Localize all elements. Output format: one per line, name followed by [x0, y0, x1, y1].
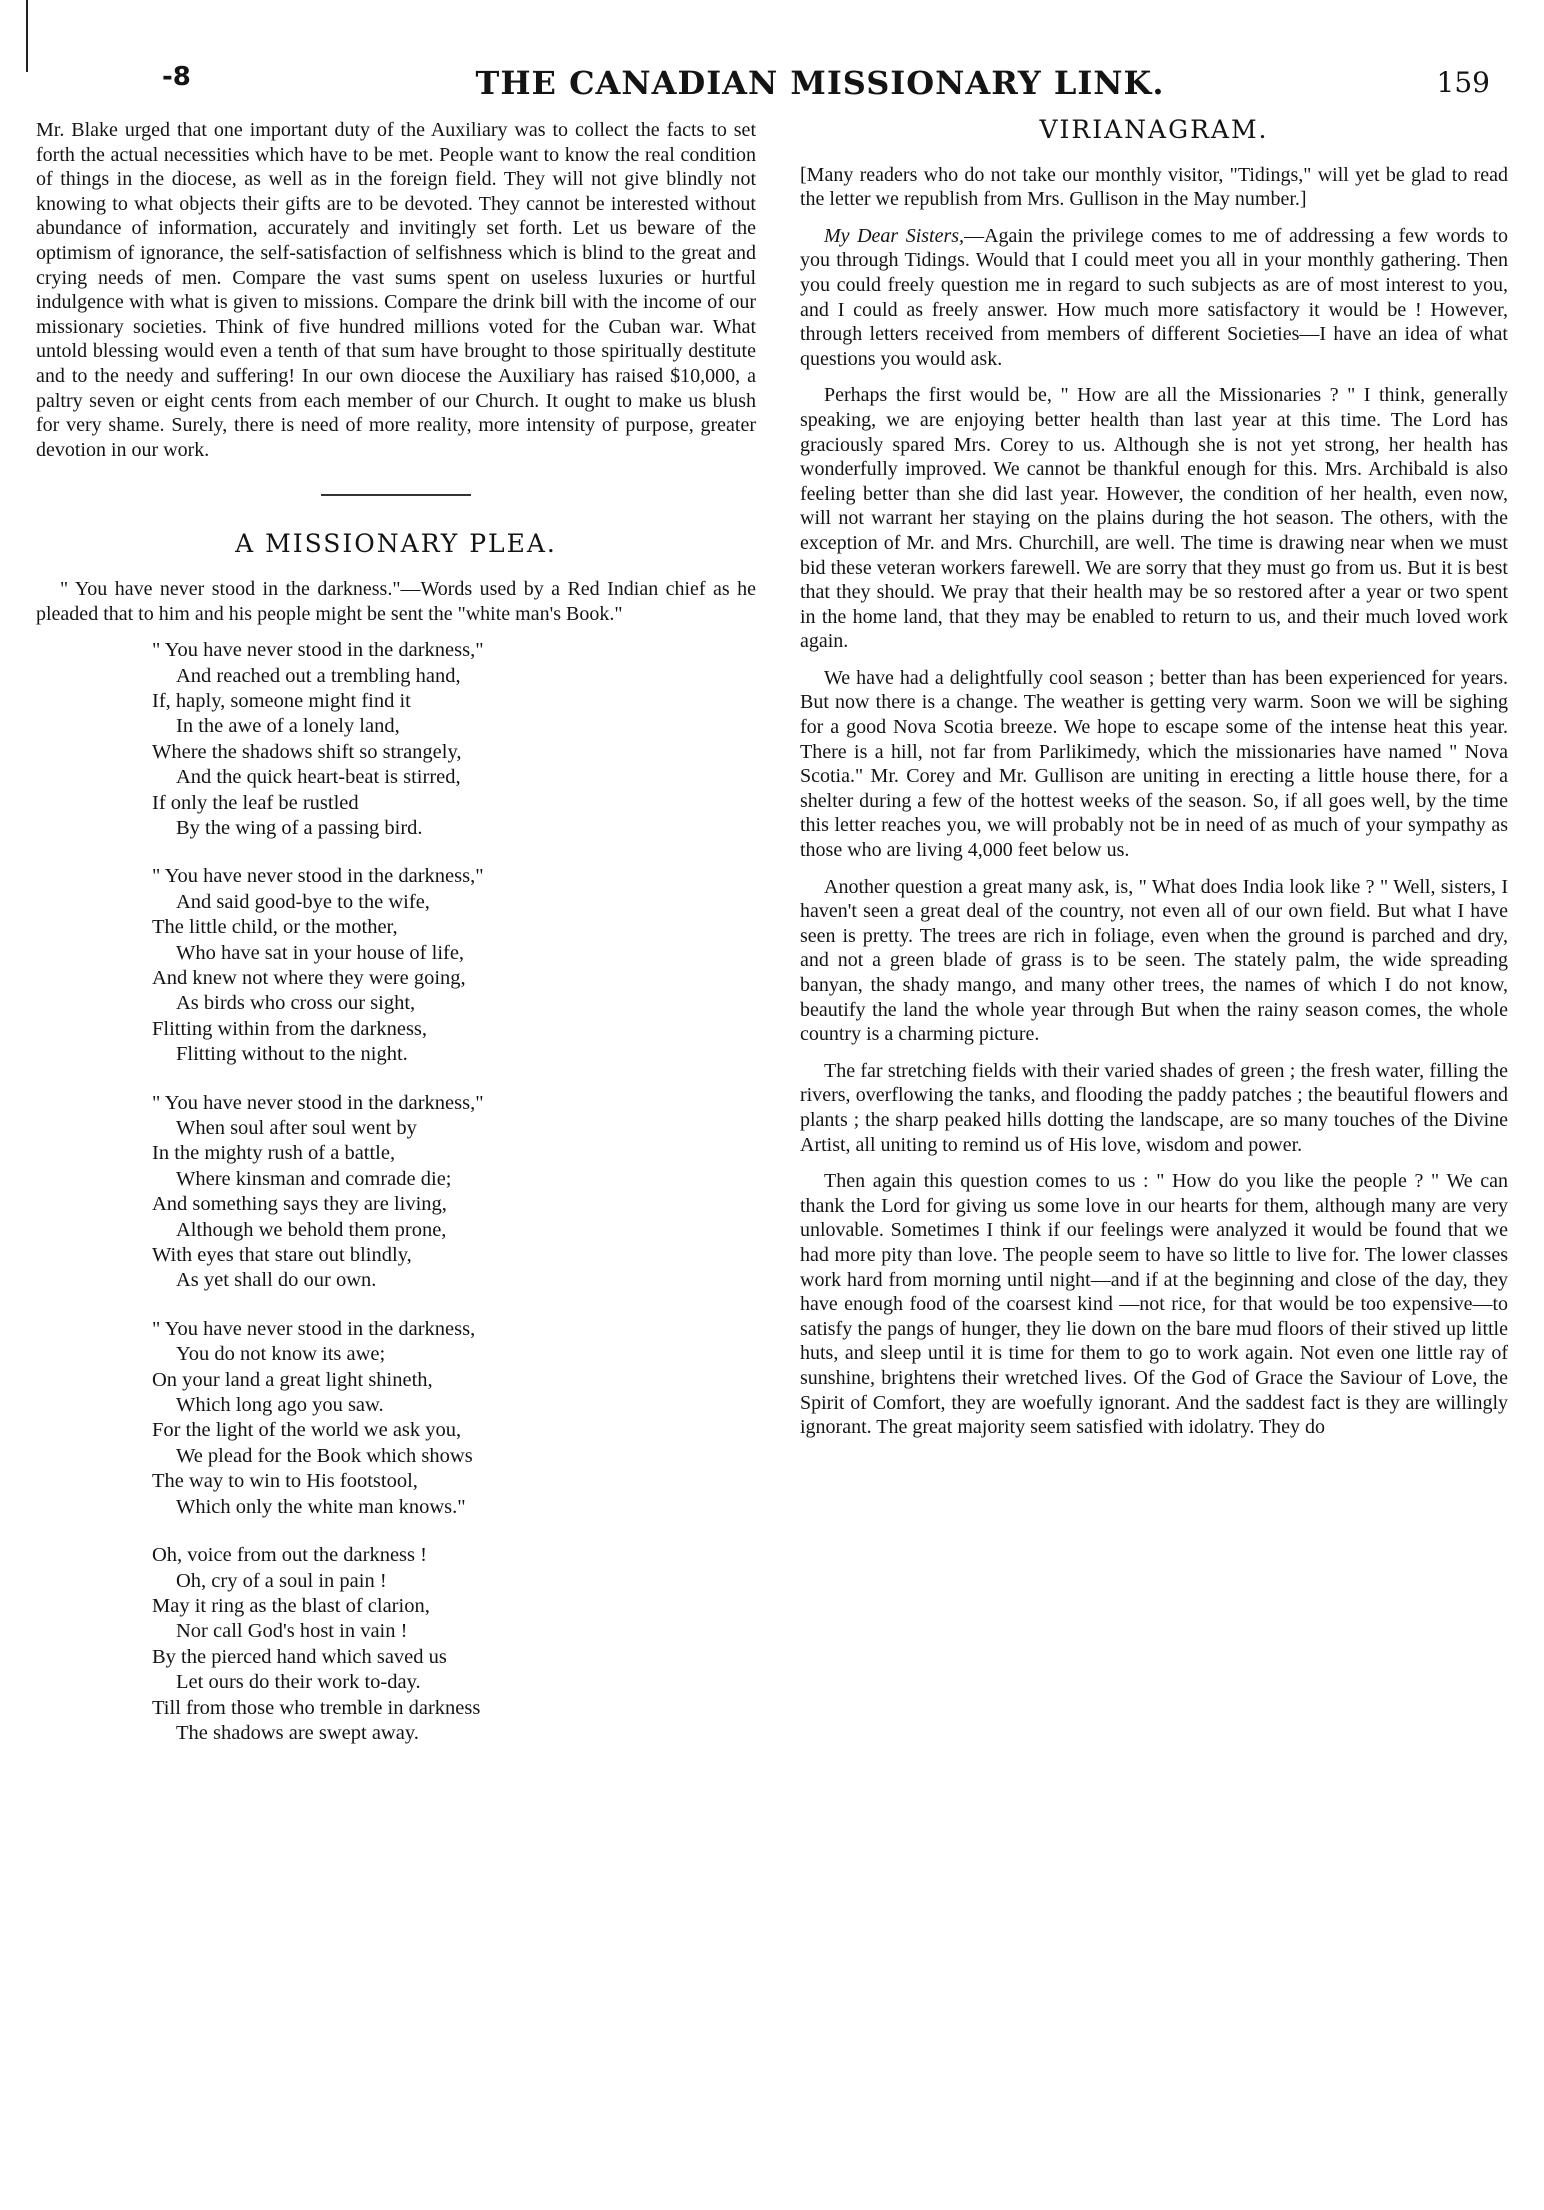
poem-line: As birds who cross our sight, [176, 992, 416, 1015]
page-header [150, 62, 1490, 108]
poem-line: And something says they are living, [152, 1193, 447, 1216]
poem-line: And the quick heart-beat is stirred, [176, 766, 461, 789]
right-column [800, 115, 1508, 1452]
poem-line: May it ring as the blast of clarion, [152, 1594, 430, 1617]
section-divider [321, 494, 471, 496]
poem-line: When soul after soul went by [176, 1117, 417, 1139]
letter-paragraph: We have had a delightfully cool season ; better than has been experienced for years. But now there is a change. The weather is getting very warm. Soon we will be sighing for a good Nova Scotia breeze. We hope to escape some of the intense heat this year. There is a hill, not far from Parlikimedy, which the missionaries have named " Nova Scotia." Mr. Corey and Mr. Gullison are uniting in erecting a little house there, for a shelter during a few of the hottest weeks of the season. So, if all goes well, by the time this letter reaches you, we will probably not be in need of as much of your sympathy as those who are living 4,000 feet below us. [800, 666, 1508, 862]
poem-line: Which long ago you saw. [176, 1394, 384, 1417]
poem-line: By the wing of a passing bird. [176, 816, 423, 839]
poem-line: Flitting without to the night. [176, 1043, 408, 1066]
poem-line: As yet shall do our own. [176, 1269, 377, 1292]
poem-stanza [152, 1543, 756, 1746]
letter-paragraph: Perhaps the first would be, " How are all the Missionaries ? " I think, generally speaking, we are enjoying better health than last year at this time. The Lord has graciously spared Mrs. Corey to us. Although she is not yet strong, her health has wonderfully improved. We cannot be thankful enough for this. Mrs. Archibald is also feeling better than she did last year. However, the condition of her health, even now, will not warrant her staying on the plains during the hot season. The others, with the exception of Mr. and Mrs. Churchill, are well. The time is drawing near when we must bid these veteran workers farewell. We are sorry that they must go from us. But it is best that they should. We pray that their health may be so restored after a year or two spent in the home land, that they may be enabled to return to us, and their much loved work again. [800, 384, 1508, 653]
poem-stanza [152, 638, 756, 841]
poem-line: If, haply, someone might find it [152, 689, 411, 712]
poem-line: By the pierced hand which saved us [152, 1645, 447, 1668]
poem-line: Which only the white man knows." [176, 1495, 466, 1518]
poem-line: The shadows are swept away. [176, 1721, 419, 1744]
poem-line: " You have never stood in the darkness," [152, 1091, 484, 1114]
poem-line: And said good-bye to the wife, [176, 890, 430, 913]
poem-line: If only the leaf be rustled [152, 791, 359, 814]
editor-note: [Many readers who do not take our monthly visitor, "Tidings," will yet be glad to read the letter we republish from Mrs. Gullison in the May number.] [800, 163, 1508, 211]
left-column [36, 118, 756, 1769]
poem-stanza [152, 864, 756, 1067]
poem-line: You do not know its awe; [176, 1343, 386, 1366]
poem-line: The way to win to His footstool, [152, 1470, 418, 1493]
letter-paragraph: The far stretching fields with their varied shades of green ; the fresh water, filling the rivers, overflowing the tanks, and flooding the paddy patches ; the beautiful flowers and plants ; the sharp peaked hills dotting the landscape, are so many touches of the Divine Artist, all uniting to remind us of His love, wisdom and power. [800, 1059, 1508, 1156]
poem-line: " You have never stood in the darkness, [152, 1317, 476, 1340]
poem-line: " You have never stood in the darkness," [152, 639, 484, 662]
poem [152, 638, 756, 1746]
poem-line: And knew not where they were going, [152, 966, 466, 989]
poem-line: We plead for the Book which shows [176, 1444, 473, 1467]
poem-line: Oh, cry of a soul in pain ! [176, 1569, 387, 1592]
poem-line: Where kinsman and comrade die; [176, 1167, 452, 1190]
letter-paragraph: Another question a great many ask, is, " What does India look like ? " Well, sisters, I haven't seen a great deal of the country, not even all of our own field. But what I have seen is pretty. The trees are rich in foliage, even when the ground is parched and dry, and not a green blade of grass is to be seen. The stately palm, the wide spreading banyan, the shady mango, and many other trees, the names of which I do not know, beautify the land the whole year through But when the rainy season comes, the whole country is a charming picture. [800, 875, 1508, 1046]
poem-line: In the awe of a lonely land, [176, 715, 400, 738]
plea-intro: " You have never stood in the darkness."—Words used by a Red Indian chief as he pleaded that to him and his people might be sent the "white man's Book." [36, 577, 756, 625]
header-mark: -8 [162, 62, 191, 92]
poem-line: In the mighty rush of a battle, [152, 1142, 396, 1165]
plea-title: A MISSIONARY PLEA. [235, 529, 557, 559]
letter-opening: —Again the privilege comes to me of addressing a few words to you through Tidings. Would that I could meet you all in your monthly gathering. Then you could freely question me in regard to such subjects as are of most interest to you, and I could as freely answer. How much more satisfactory it would be ! However, through letters received from members of different Societies—I have an idea of what questions you would ask. [800, 224, 1508, 370]
poem-line: Although we behold them prone, [176, 1218, 447, 1241]
poem-stanza [152, 1317, 756, 1520]
poem-line: Let ours do their work to-day. [176, 1671, 421, 1694]
poem-line: For the light of the world we ask you, [152, 1419, 462, 1442]
left-margin-rule [26, 0, 28, 72]
poem-line: And reached out a trembling hand, [176, 664, 461, 687]
poem-line: " You have never stood in the darkness," [152, 865, 484, 888]
poem-line: The little child, or the mother, [152, 916, 398, 939]
poem-line: On your land a great light shineth, [152, 1368, 433, 1391]
letter-paragraph [800, 224, 1508, 372]
poem-line: With eyes that stare out blindly, [152, 1244, 412, 1267]
poem-stanza [152, 1091, 756, 1294]
poem-line: Till from those who tremble in darkness [152, 1696, 481, 1719]
publication-title: THE CANADIAN MISSIONARY LINK. [475, 64, 1165, 102]
page-number: 159 [1436, 66, 1490, 99]
poem-line: Who have sat in your house of life, [176, 941, 465, 964]
poem-line: Oh, voice from out the darkness ! [152, 1544, 427, 1567]
auxiliary-paragraph: Mr. Blake urged that one important duty of the Auxiliary was to collect the facts to set forth the actual necessities which have to be met. People want to know the real condition of things in the diocese, as well as in the foreign field. They will not give blindly not knowing to what objects their gifts are to be devoted. They cannot be interested without abundance of information, accurately and invitingly set forth. Let us beware of the optimism of ignorance, the self-satisfaction of selfishness which is blind to the great and crying needs of men. Compare the vast sums spent on useless luxuries or hurtful indulgence with what is given to missions. Compare the drink bill with the income of our missionary societies. Think of five hundred millions voted for the Cuban war. What untold blessing would even a tenth of that sum have brought to those spiritually destitute and to the needy and suffering! In our own diocese the Auxiliary has raised $10,000, a paltry seven or eight cents from each member of our Church. It ought to make us blush for very shame. Surely, there is need of more reality, more intensity of purpose, greater devotion in our work. [36, 119, 756, 461]
poem-line: Where the shadows shift so strangely, [152, 740, 462, 763]
virianagram-title: VIRIANAGRAM. [1039, 115, 1269, 144]
letter-paragraph: Then again this question comes to us : " How do you like the people ? " We can thank the Lord for giving us some love in our hearts for them, although many are very unlovable. Sometimes I think if our feelings were analyzed it would be found that we had more pity than love. The people seem to have so little to live for. The lower classes work hard from morning until night—and if at the beginning and close of the day, they have enough food of the coarsest kind —not rice, for that would be too expensive—to satisfy the pangs of hunger, they lie down on the bare mud floors of their stived up little huts, and sleep until it is time for them to go to work again. Not even one little ray of sunshine, brightens their wretched lives. Of the God of Grace the Saviour of Love, the Spirit of Comfort, they are woefully ignorant. And the saddest fact is they are willingly ignorant. The great majority seem satisfied with idolatry. They do [800, 1170, 1508, 1439]
poem-line: Nor call God's host in vain ! [176, 1620, 408, 1643]
salutation: My Dear Sisters, [824, 224, 965, 247]
poem-line: Flitting within from the darkness, [152, 1017, 428, 1040]
